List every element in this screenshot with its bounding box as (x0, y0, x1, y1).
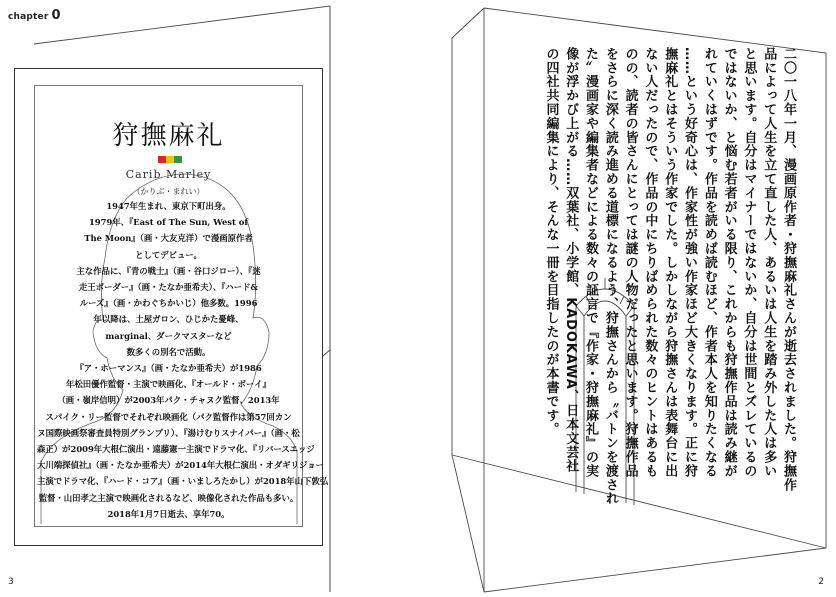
page-number-right: 2 (818, 577, 824, 587)
flag-yellow-block (166, 156, 174, 163)
bio-line: スパイク・リー監督でそれぞれ映画化（パク監督作は第57回カン (45, 411, 292, 422)
bio-line: 1979年、『East of The Sun, West of (88, 217, 248, 228)
author-name-jp: 狩撫麻礼 (112, 121, 225, 151)
chapter-heading (8, 8, 61, 23)
chapter-number: 0 (51, 8, 61, 23)
author-biography (37, 198, 329, 522)
text-column: ない人だったので、作品の中にちりばめられた数々のヒントはあるも (642, 47, 658, 478)
bio-line: 主演でドラマ化、『ハード・コア』（画・いましろたかし）が2018年山下敦弘 (37, 476, 329, 487)
text-column: の四社共同編集により、そんな一冊を目指したのが本書です。 (543, 47, 559, 437)
bio-line: 年以降は、土屋ガロン、ひじかた憂峰、 (93, 314, 244, 325)
author-name-en: Carib Marley (125, 168, 212, 181)
preface-vertical-text (453, 47, 798, 506)
bio-line: 森正）が2009年大根仁演出・遠藤憲一主演でドラマ化、『リバースエッジ (37, 444, 315, 455)
flag-green-block (174, 156, 182, 163)
text-column: ……という好奇心は、作家性が強い作家ほど大きくなります。正に狩 (682, 47, 698, 478)
bio-line: ヌ国際映画祭審査員特別グランプリ）、『湯けむりスナイパー』（画・松 (37, 427, 300, 438)
bio-line: 大川端探偵社』（画・たなか亜希夫）が2014年大根仁演出・オダギリジョー (37, 460, 324, 471)
chapter-label: chapter (8, 12, 49, 22)
text-column: れていくはずです。作品を読めば読むほど、作者本人を知りたくなる (701, 47, 717, 478)
bio-line: 監督・山田孝之主演で映画化されるなど、映像化された作品も多い。 (38, 492, 299, 503)
profile-card (14, 68, 329, 546)
profile-inner-frame (34, 85, 329, 527)
text-column: と思います。自分はマイナーではないか、自分は世間とズレているの (741, 47, 757, 478)
bio-line: 2018年1月7日逝去、享年70。 (107, 508, 230, 519)
text-column: 撫麻礼とはそういう作家でした。しかしながら狩撫さんは表舞台に出 (662, 47, 678, 478)
flag-red-block (158, 156, 166, 163)
bio-line: としてデビュー。 (135, 249, 202, 260)
bio-line: 年松田優作監督・主演で映画化、『オールド・ボーイ』 (65, 379, 271, 390)
bio-line: 数多くの別名で活動。 (126, 346, 211, 357)
text-column: た〟漫画家や編集者などによる数々の証言で『作家・狩撫麻礼』の実 (583, 47, 599, 478)
author-name-reading: （かりぶ・まれい） (132, 187, 205, 196)
bio-line: 1947年生まれ、東京下町出身。 (106, 201, 231, 211)
text-column: ではないか、と悩む若者がいる限り、これからも狩撫作品は読み継が (721, 47, 737, 478)
bio-line: ルーズ』（画・かわぐちかいじ）他多数。1996 (79, 298, 258, 309)
page-number-left: 3 (8, 577, 14, 587)
text-column: のの、読者の皆さんにとっては謎の人物だったと思います。狩撫作品 (622, 47, 638, 478)
bio-line: 主な作品に、『青の戦士』（画・谷口ジロー）、『迷 (76, 265, 261, 276)
text-column: 品によって人生を立て直した人、あるいは人生を踏み外した人は多い (761, 47, 777, 478)
bio-line: （画・嶺岸信明）が2003年パク・チャヌク監督、2013年 (57, 395, 280, 406)
text-column: 像が浮かび上がる……双葉社、小学館、KADOKAWA、日本文芸社 (563, 47, 579, 474)
text-column: 二〇一八年一月、漫画原作者・狩撫麻礼さんが逝去されました。狩撫作 (781, 47, 796, 492)
bio-line: marginal、ダークマスターなど (105, 330, 232, 341)
bio-line: The Moon』（画・大友克洋）で漫画原作者 (84, 233, 253, 244)
bio-line: 『ア・ホーマンス』（画・たなか亜希夫）が1986 (75, 363, 262, 374)
text-column: をさらに深く読み進める道標になるよう、狩撫さんから〝バトンを渡され (602, 47, 618, 506)
bio-line: 走王ボーダー』（画・たなか亜希夫）、『ハード& (78, 282, 259, 293)
